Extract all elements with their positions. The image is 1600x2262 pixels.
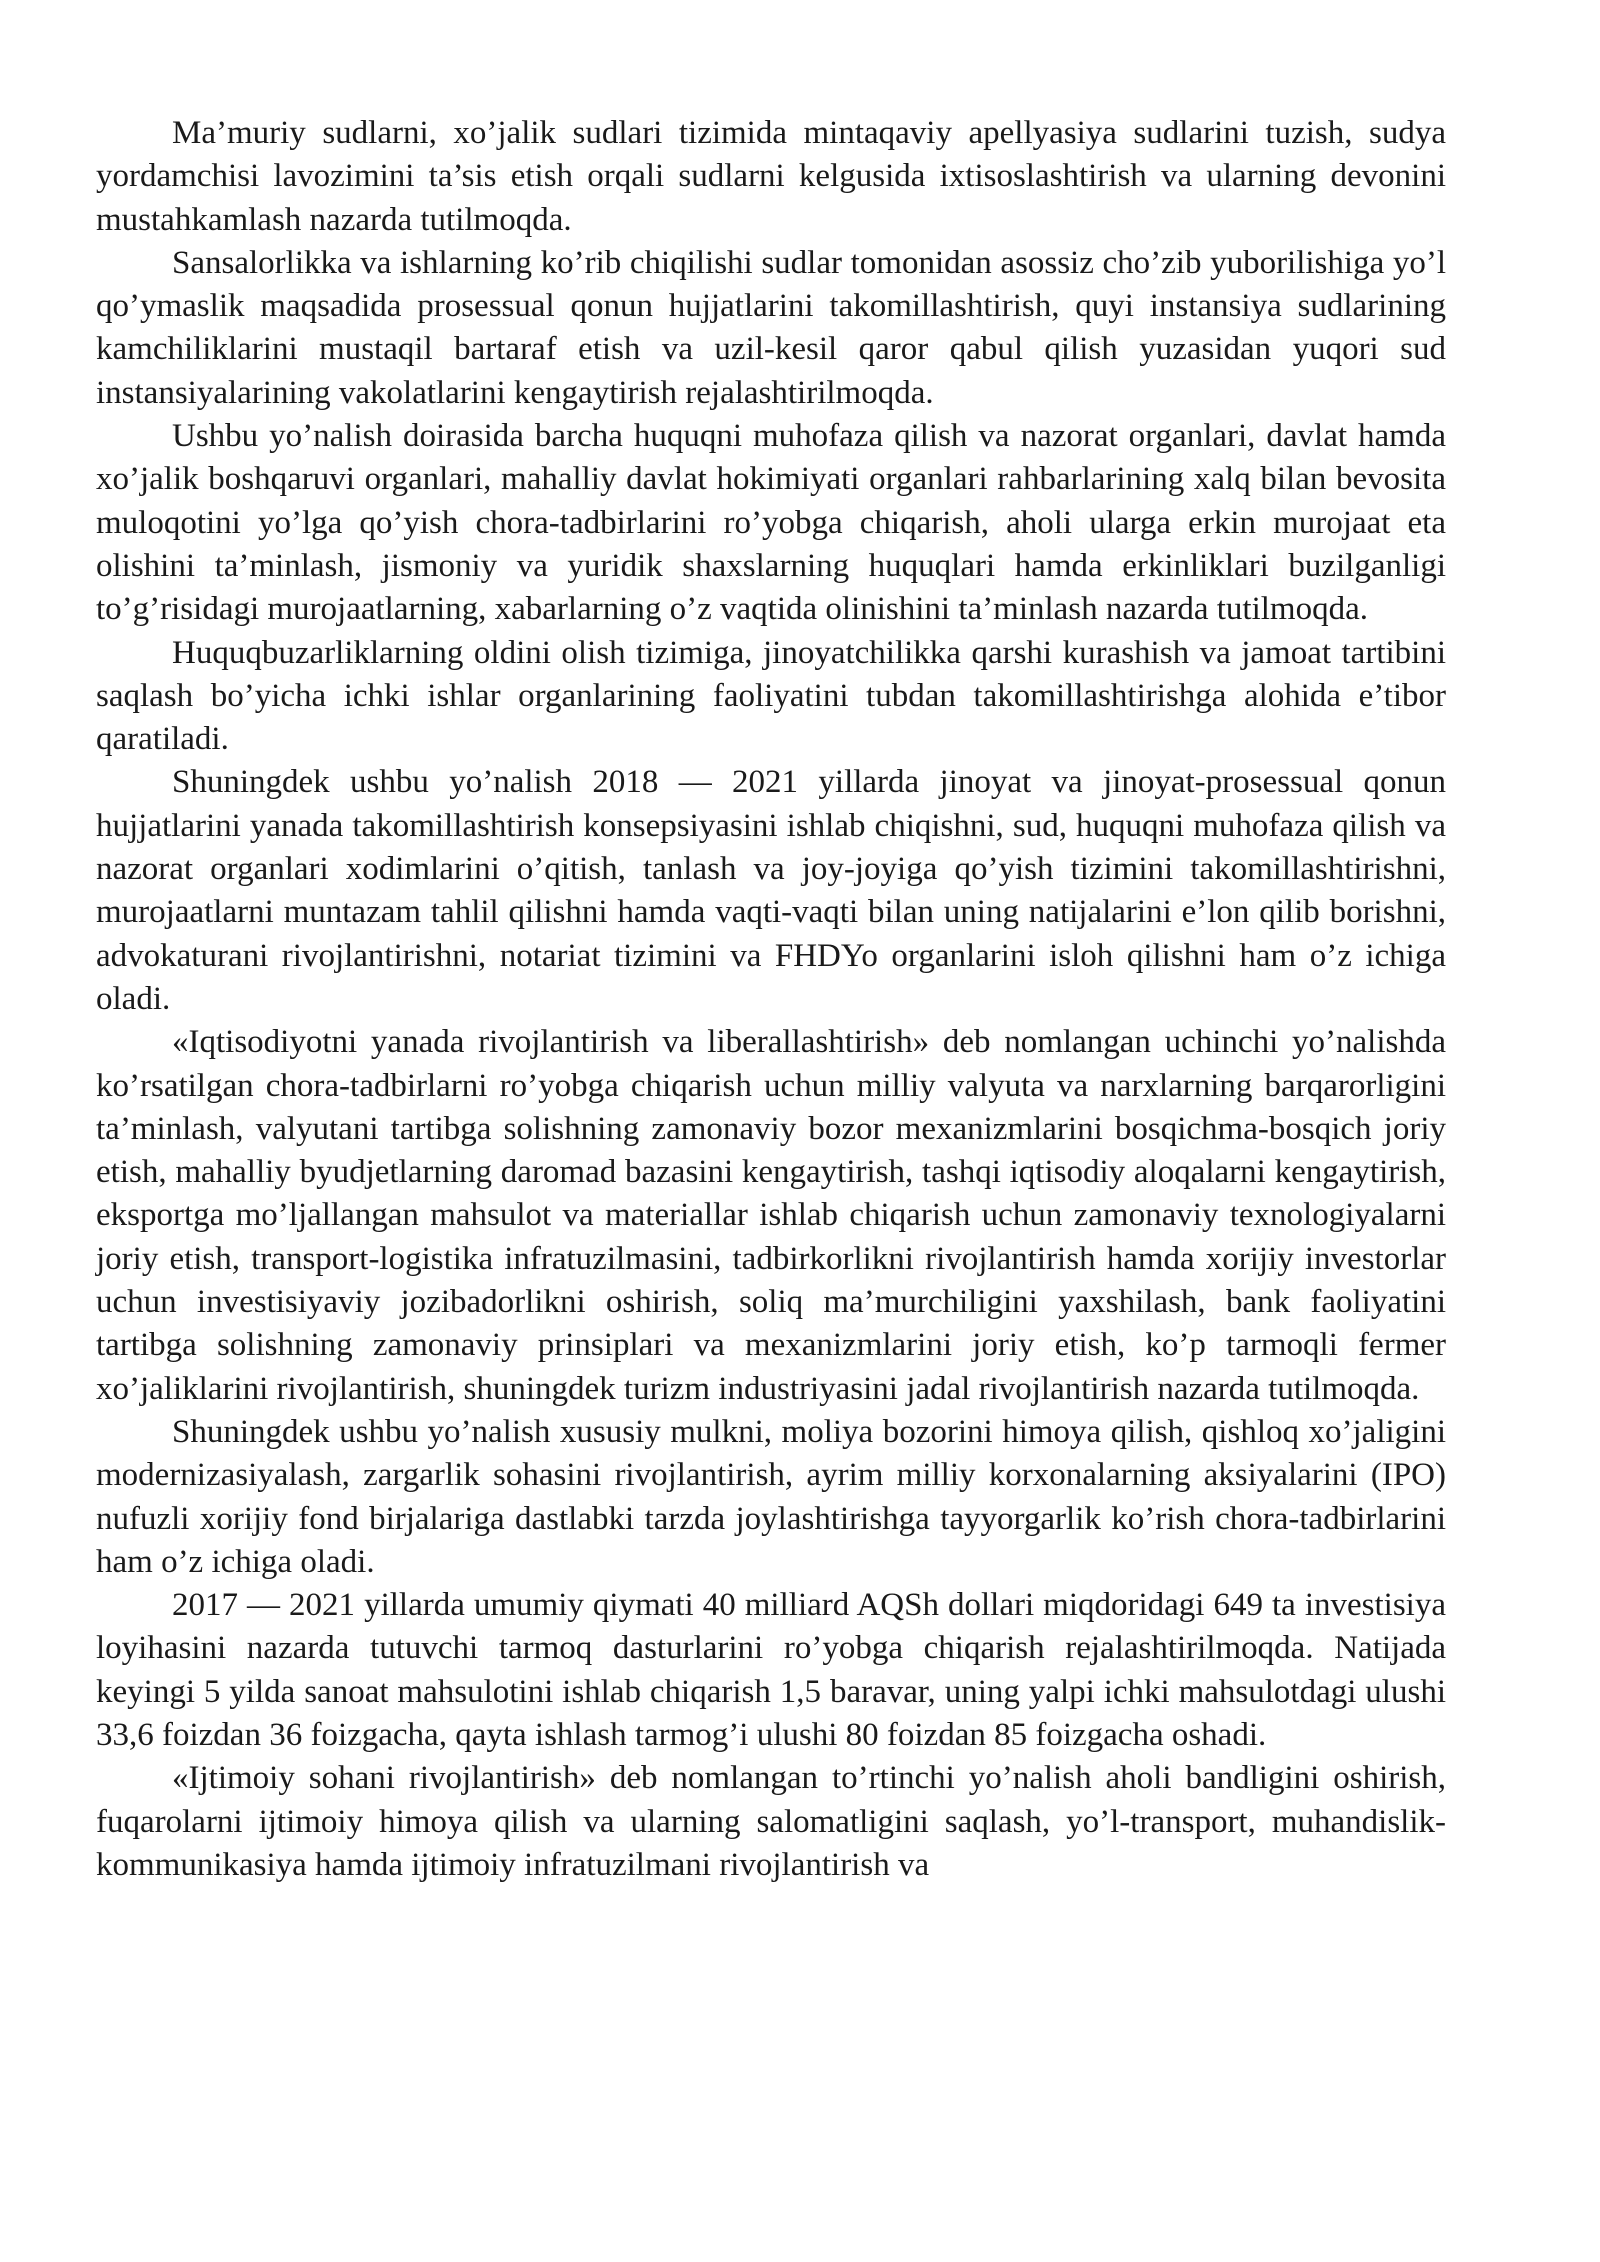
- paragraph: Ushbu yo’nalish doirasida barcha huquqni muhofaza qilish va nazorat organlari, davlat hamda xo’jalik boshqaruvi organlari, mahalliy davlat hokimiyati organlari rahbarlarining xalq bilan bevosita muloqotini yo’lga qo’yish chora-tadbirlarini ro’yobga chiqarish, aholi ularga erkin murojaat eta olishini ta’minlash, jismoniy va yuridik shaxslarning huquqlari hamda erkinliklari buzilganligi to’g’risidagi murojaatlarning, xabarlarning o’z vaqtida olinishini ta’minlash nazarda tutilmoqda.: [96, 418, 1446, 628]
- paragraph: Huquqbuzarliklarning oldini olish tizimiga, jinoyatchilikka qarshi kurashish va jamoat tartibini saqlash bo’yicha ichki ishlar organlarining faoliyatini tubdan takomillashtirishga alohida e’tibor qaratiladi.: [96, 634, 1446, 758]
- paragraph: Sansalorlikka va ishlarning ko’rib chiqilishi sudlar tomonidan asossiz cho’zib yuborilishiga yo’l qo’ymaslik maqsadida prosessual qonun hujjatlarini takomillashtirish, quyi instansiya sudlarining kamchiliklarini mustaqil bartaraf etish va uzil-kesil qaror qabul qilish yuzasidan yuqori sud instansiyalarining vakolatlarini kengaytirish rejalashtirilmoqda.: [96, 244, 1446, 411]
- paragraph: «Ijtimoiy sohani rivojlantirish» deb nomlangan to’rtinchi yo’nalish aholi bandligini oshirish, fuqarolarni ijtimoiy himoya qilish va ularning salomatligini saqlash, yo’l-transport, muhandislik-kommunikasiya hamda ijtimoiy infratuzilmani rivojlantirish va: [96, 1760, 1446, 1883]
- paragraph: Ma’muriy sudlarni, xo’jalik sudlari tizimida mintaqaviy apellyasiya sudlarini tuzish, sudya yordamchisi lavozimini ta’sis etish orqali sudlarni kelgusida ixtisoslashtirish va ularning devonini mustahkamlash nazarda tutilmoqda.: [96, 115, 1446, 238]
- paragraph: «Iqtisodiyotni yanada rivojlantirish va liberallashtirish» deb nomlangan uchinchi yo’nalishda ko’rsatilgan chora-tadbirlarni ro’yobga chiqarish uchun milliy valyuta va narxlarning barqarorligini ta’minlash, valyutani tartibga solishning zamonaviy bozor mexanizmlarini bosqichma-bosqich joriy etish, mahalliy byudjetlarning daromad bazasini kengaytirish, tashqi iqtisodiy aloqalarni kengaytirish, eksportga mo’ljallangan mahsulot va materiallar ishlab chiqarish uchun zamonaviy texnologiyalarni joriy etish, transport-logistika infratuzilmasini, tadbirkorlikni rivojlantirish hamda xorijiy investorlar uchun investisiyaviy jozibadorlikni oshirish, soliq ma’murchiligini yaxshilash, bank faoliyatini tartibga solishning zamonaviy prinsiplari va mexanizmlarini joriy etish, ko’p tarmoqli fermer xo’jaliklarini rivojlantirish, shuningdek turizm industriyasini jadal rivojlantirish nazarda tutilmoqda.: [96, 1024, 1446, 1407]
- paragraph: Shuningdek ushbu yo’nalish 2018 — 2021 yillarda jinoyat va jinoyat-prosessual qonun hujjatlarini yanada takomillashtirish konsepsiyasini ishlab chiqishni, sud, huquqni muhofaza qilish va nazorat organlari xodimlarini o’qitish, tanlash va joy-joyiga qo’yish tizimini takomillashtirishni, murojaatlarni muntazam tahlil qilishni hamda vaqti-vaqti bilan uning natijalarini e’lon qilib borishni, advokaturani rivojlantirishni, notariat tizimini va FHDYo organlarini isloh qilishni ham o’z ichiga oladi.: [96, 764, 1446, 1017]
- document-page: [96, 112, 1446, 1887]
- paragraph: 2017 — 2021 yillarda umumiy qiymati 40 milliard AQSh dollari miqdoridagi 649 ta investisiya loyihasini nazarda tutuvchi tarmoq dasturlarini ro’yobga chiqarish rejalashtirilmoqda. Natijada keyingi 5 yilda sanoat mahsulotini ishlab chiqarish 1,5 baravar, uning yalpi ichki mahsulotdagi ulushi 33,6 foizdan 36 foizgacha, qayta ishlash tarmog’i ulushi 80 foizdan 85 foizgacha oshadi.: [96, 1587, 1446, 1753]
- paragraph: Shuningdek ushbu yo’nalish xususiy mulkni, moliya bozorini himoya qilish, qishloq xo’jaligini modernizasiyalash, zargarlik sohasini rivojlantirish, ayrim milliy korxonalarning aksiyalarini (IPO) nufuzli xorijiy fond birjalariga dastlabki tarzda joylashtirishga tayyorgarlik ko’rish chora-tadbirlarini ham o’z ichiga oladi.: [96, 1413, 1446, 1580]
